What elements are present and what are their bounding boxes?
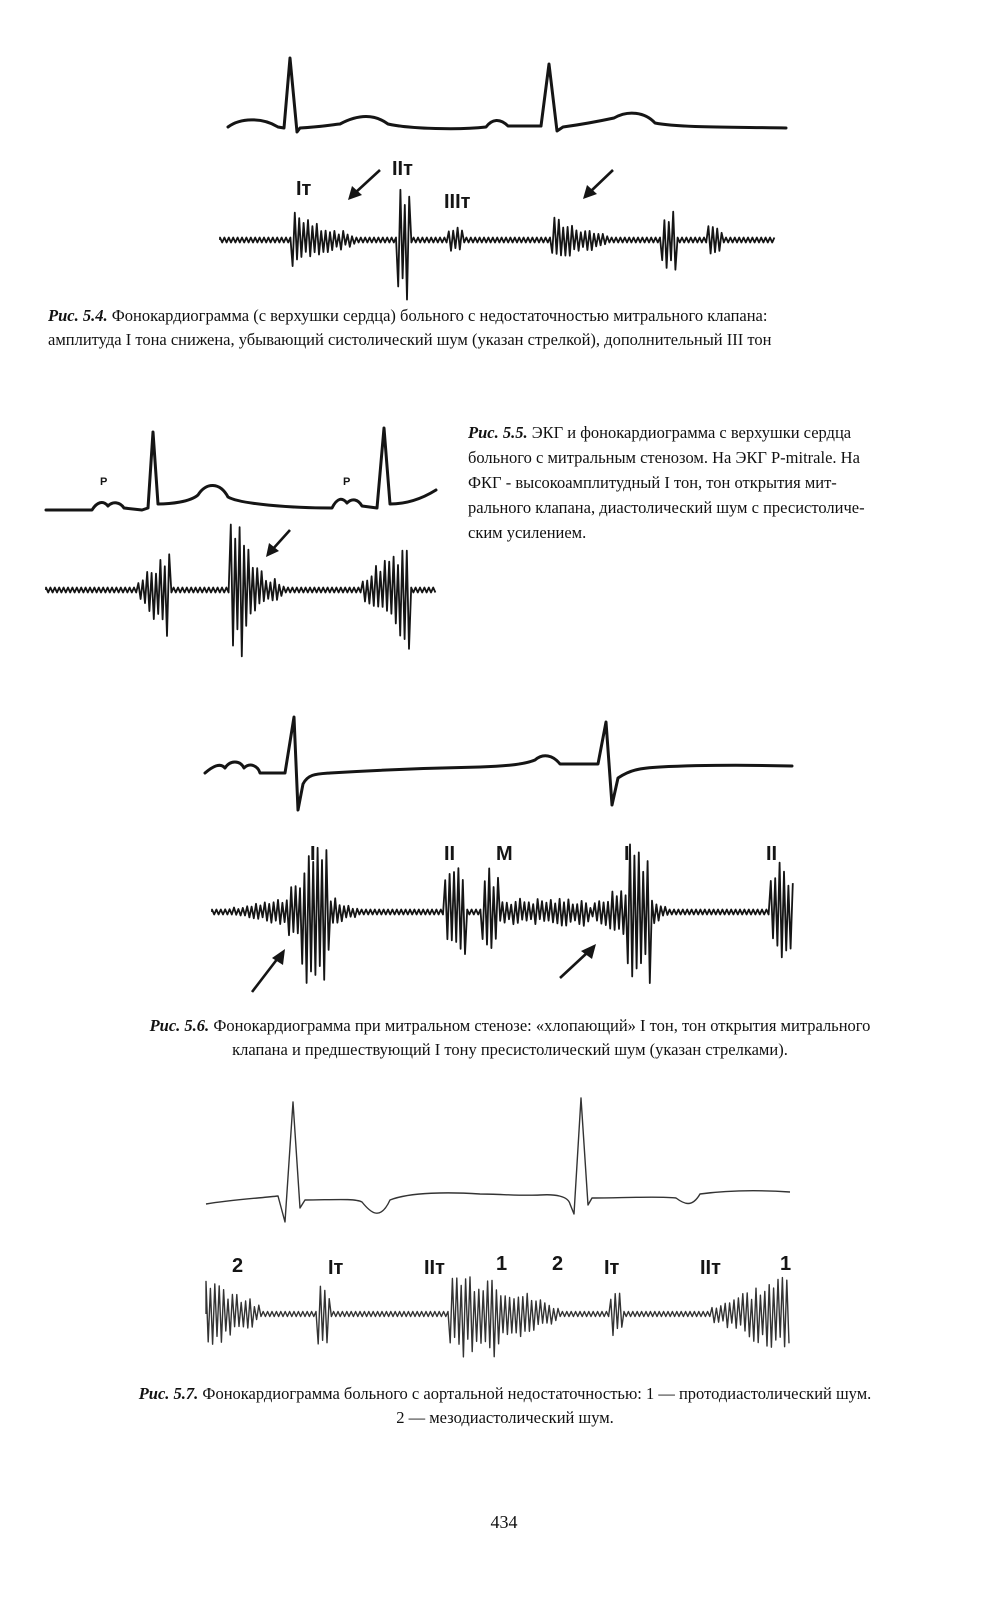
figure-5-7-graph bbox=[0, 1090, 1008, 1380]
arrow-icon bbox=[348, 170, 380, 200]
phonocardiogram-trace bbox=[212, 844, 793, 983]
caption-line: Фонокардиограмма (с верхушки сердца) больного с недостаточностью митрального клапана: bbox=[111, 306, 768, 325]
figure-number: Рис. 5.7. bbox=[138, 1384, 199, 1403]
label-tone-2: II bbox=[766, 843, 778, 865]
arrow-icon bbox=[252, 949, 285, 992]
figure-5-5-graph bbox=[0, 400, 460, 670]
label-tone-3: IIIт bbox=[444, 191, 471, 213]
caption-5-7 bbox=[50, 1382, 960, 1430]
caption-5-4 bbox=[48, 304, 968, 352]
ecg-trace bbox=[46, 428, 436, 510]
label-murmur-1: 1 bbox=[780, 1253, 792, 1275]
figure-5-5 bbox=[0, 400, 460, 670]
label-tone-2: II bbox=[444, 843, 456, 865]
label-tone-1: Iт bbox=[604, 1257, 620, 1279]
arrow-icon bbox=[583, 170, 613, 199]
ecg-trace bbox=[228, 58, 786, 132]
caption-line: амплитуда I тона снижена, убывающий систолический шум (указан стрелкой), дополнительный III тон bbox=[48, 330, 772, 349]
figure-5-6 bbox=[0, 700, 1008, 1010]
label-opening-snap: M bbox=[496, 843, 513, 865]
label-p-wave: P bbox=[100, 476, 108, 488]
figure-number: Рис. 5.6. bbox=[149, 1016, 210, 1035]
caption-line: клапана и предшествующий I тону пресистолический шум (указан стрелками). bbox=[232, 1040, 788, 1059]
phonocardiogram-trace bbox=[46, 525, 435, 657]
figure-5-4-graph bbox=[0, 0, 1008, 300]
caption-line: ским усилением. bbox=[468, 523, 587, 542]
label-tone-2: IIт bbox=[392, 158, 413, 180]
arrow-icon bbox=[266, 530, 290, 557]
label-tone-1: Iт bbox=[296, 178, 312, 200]
phonocardiogram-trace bbox=[206, 1277, 789, 1357]
figure-number: Рис. 5.5. bbox=[468, 423, 528, 442]
caption-line: 2 — мезодиастолический шум. bbox=[396, 1408, 614, 1427]
arrow-icon bbox=[560, 944, 596, 978]
caption-line: рального клапана, диастолический шум с пресистоличе- bbox=[468, 498, 865, 517]
caption-line: ФКГ - высокоамплитудный I тон, тон открытия мит- bbox=[468, 473, 837, 492]
ecg-trace bbox=[206, 1098, 790, 1222]
caption-line: больного с митральным стенозом. На ЭКГ P-mitrale. На bbox=[468, 448, 860, 467]
label-murmur-2: 2 bbox=[232, 1255, 244, 1277]
caption-line: Фонокардиограмма при митральном стенозе: «хлопающий» I тон, тон открытия митрального bbox=[213, 1016, 871, 1035]
ecg-trace bbox=[205, 717, 792, 810]
caption-5-5 bbox=[468, 420, 968, 545]
figure-5-6-graph bbox=[0, 700, 1008, 1010]
label-murmur-1: 1 bbox=[496, 1253, 508, 1275]
caption-line: Фонокардиограмма больного с аортальной недостаточностью: 1 — протодиастолический шум. bbox=[202, 1384, 872, 1403]
label-tone-2: IIт bbox=[700, 1257, 721, 1279]
caption-line: ЭКГ и фонокардиограмма с верхушки сердца bbox=[531, 423, 852, 442]
figure-5-4 bbox=[0, 0, 1008, 300]
label-tone-2: IIт bbox=[424, 1257, 445, 1279]
figure-5-7 bbox=[0, 1090, 1008, 1380]
caption-5-6 bbox=[60, 1014, 960, 1062]
label-tone-1: Iт bbox=[328, 1257, 344, 1279]
phonocardiogram-trace bbox=[220, 190, 774, 300]
label-tone-1: I bbox=[624, 843, 630, 865]
page-number: 434 bbox=[490, 1512, 518, 1532]
label-p-wave: P bbox=[343, 476, 351, 488]
label-murmur-2: 2 bbox=[552, 1253, 564, 1275]
label-tone-1: I bbox=[310, 843, 316, 865]
figure-number: Рис. 5.4. bbox=[48, 306, 108, 325]
